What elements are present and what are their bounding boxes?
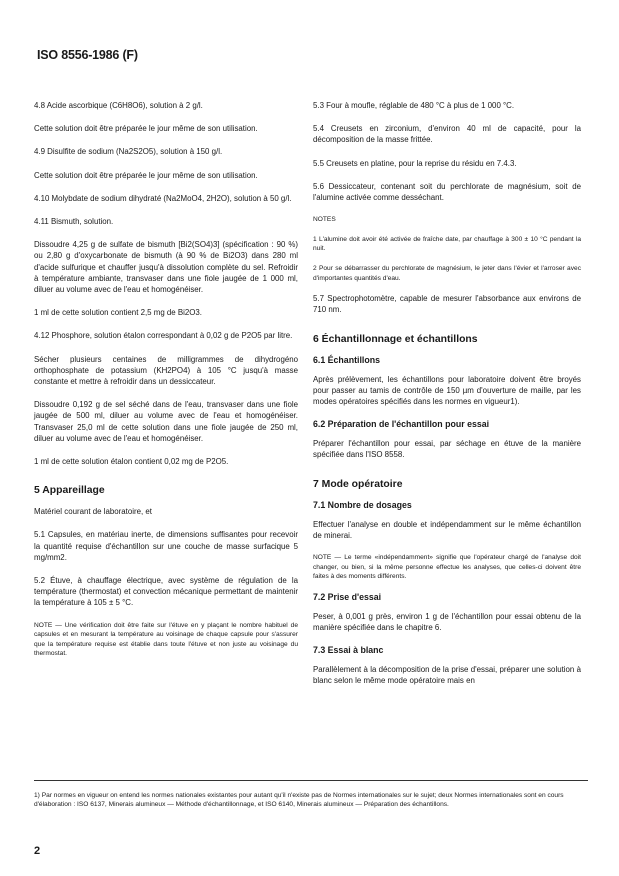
paragraph: Préparer l'échantillon pour essai, par séchage en étuve de la manière spécifiée dans l'ISO 8558. <box>313 439 581 460</box>
paragraph: Parallèlement à la décomposition de la prise d'essai, préparer une solution à blanc selon le même mode opératoire mais en <box>313 665 581 686</box>
paragraph: Sécher plusieurs centaines de milligrammes de dihydrogéno orthophosphate de potassium (KH2PO4) à 105 °C jusqu'à masse constante et mettre à refroidir dans un dessiccateur. <box>34 354 298 387</box>
right-column <box>313 100 581 699</box>
paragraph: Dissoudre 0,192 g de sel séché dans de l'eau, transvaser dans une fiole jaugée de 500 ml, diluer au volume avec de l'eau et homogénéiser. Transvaser 25,0 ml de cette solution dans une fiole jaugée de 250 ml, diluer au volume avec de l'eau et homogénéiser. <box>34 400 298 443</box>
paragraph: 1 ml de cette solution contient 2,5 mg de Bi2O3. <box>34 308 202 318</box>
clause-5-5: 5.5 Creusets en platine, pour la reprise du résidu en 7.4.3. <box>313 158 517 168</box>
section-heading-7: 7 Mode opératoire <box>313 478 403 490</box>
clause-4-12: 4.12 Phosphore, solution étalon correspondant à 0,02 g de P2O5 par litre. <box>34 331 293 341</box>
running-header: ISO 8556-1986 (F) <box>37 48 138 62</box>
left-column <box>34 100 298 669</box>
paragraph: Dissoudre 4,25 g de sulfate de bismuth [Bi2(SO4)3] (spécification : 90 %) ou 2,80 g d'oxycarbonate de bismuth (à 90 % de Bi2O3) dans 280 ml d'acide sulfurique et chauffer jusqu'à dissolution complète du sel. Refroidir à température ambiante, transvaser dans une fiole jaugée de 1 000 ml, diluer au volume avec de l'eau et homogénéiser. <box>34 240 298 295</box>
note: NOTE — Le terme «indépendamment» signifie que l'opérateur chargé de l'analyse doit changer, ou bien, si la même personne effectue les analyses, que celles-ci doivent être faites à des moments différents. <box>313 554 581 581</box>
footnote-rule <box>34 780 588 781</box>
subheading-7-2: 7.2 Prise d'essai <box>313 591 382 602</box>
subheading-6-2: 6.2 Préparation de l'échantillon pour essai <box>313 419 490 430</box>
paragraph: Cette solution doit être préparée le jour même de son utilisation. <box>34 170 258 180</box>
paragraph: Cette solution doit être préparée le jour même de son utilisation. <box>34 124 258 134</box>
note-2: 2 Pour se débarrasser du perchlorate de magnésium, le jeter dans l'évier et l'arroser avec d'importantes quantités d'eau. <box>313 265 581 282</box>
clause-5-2: 5.2 Étuve, à chauffage électrique, avec système de régulation de la température (thermostat) et convection mécanique permettant de maintenir la température à 105 ± 5 °C. <box>34 576 298 608</box>
paragraph: 1 ml de cette solution étalon contient 0,02 mg de P2O5. <box>34 457 229 467</box>
clause-4-10: 4.10 Molybdate de sodium dihydraté (Na2MoO4, 2H2O), solution à 50 g/l. <box>34 193 292 203</box>
clause-5-3: 5.3 Four à moufle, réglable de 480 °C à plus de 1 000 °C. <box>313 101 515 110</box>
clause-5-7: 5.7 Spectrophotomètre, capable de mesurer l'absorbance aux environs de 710 nm. <box>313 294 581 315</box>
paragraph: Peser, à 0,001 g près, environ 1 g de l'échantillon pour essai obtenu de la manière spécifiée dans le chapitre 6. <box>313 611 581 632</box>
notes-label: NOTES <box>313 216 336 224</box>
section-heading-6: 6 Échantillonnage et échantillons <box>313 333 478 345</box>
paragraph: Matériel courant de laboratoire, et <box>34 507 152 517</box>
clause-4-11: 4.11 Bismuth, solution. <box>34 217 114 227</box>
clause-5-1: 5.1 Capsules, en matériau inerte, de dimensions suffisantes pour recevoir la quantité requise d'échantillon sur une couche de masse surfacique 5 mg/mm2. <box>34 530 298 562</box>
clause-5-4: 5.4 Creusets en zirconium, d'environ 40 ml de capacité, pour la décomposition de la masse frittée. <box>313 124 581 145</box>
clause-5-6: 5.6 Dessiccateur, contenant soit du perchlorate de magnésium, soit de l'alumine activée comme desséchant. <box>313 181 581 203</box>
subheading-7-1: 7.1 Nombre de dosages <box>313 499 412 510</box>
paragraph: Effectuer l'analyse en double et indépendamment sur le même échantillon de minerai. <box>313 519 581 540</box>
clause-4-8: 4.8 Acide ascorbique (C6H8O6), solution à 2 g/l. <box>34 101 203 110</box>
paragraph: Après prélèvement, les échantillons pour laboratoire doivent être broyés pour passer au tamis de contrôle de 150 µm d'ouverture de maille, par les modes opératoires spécifiés dans les normes en vigueur1). <box>313 374 581 406</box>
subheading-6-1: 6.1 Échantillons <box>313 354 380 365</box>
note-1: 1 L'alumine doit avoir été activée de fraîche date, par chauffage à 300 ± 10 °C pendant la nuit. <box>313 235 581 253</box>
note: NOTE — Une vérification doit être faite sur l'étuve en y plaçant le nombre habituel de capsules et en mesurant la température au voisinage de chaque capsule pour s'assurer que la température requise est établie dans toute l'étuve et non juste au voisinage du thermostat. <box>34 621 298 658</box>
subheading-7-3: 7.3 Essai à blanc <box>313 645 384 656</box>
section-heading-5: 5 Appareillage <box>34 485 105 497</box>
page-number: 2 <box>34 845 41 857</box>
footnote: 1) Par normes en vigueur on entend les normes nationales existantes pour autant qu'il n'existe pas de Normes internationales sur le sujet; deux Normes internationales sont en cours d'élaboration : ISO 6137, Minerais alumineux — Méthode d'échantillonnage, et ISO 6140, Minerais alumineux — Préparation des échantillons. <box>34 792 564 809</box>
clause-4-9: 4.9 Disulfite de sodium (Na2S2O5), solution à 150 g/l. <box>34 147 223 157</box>
